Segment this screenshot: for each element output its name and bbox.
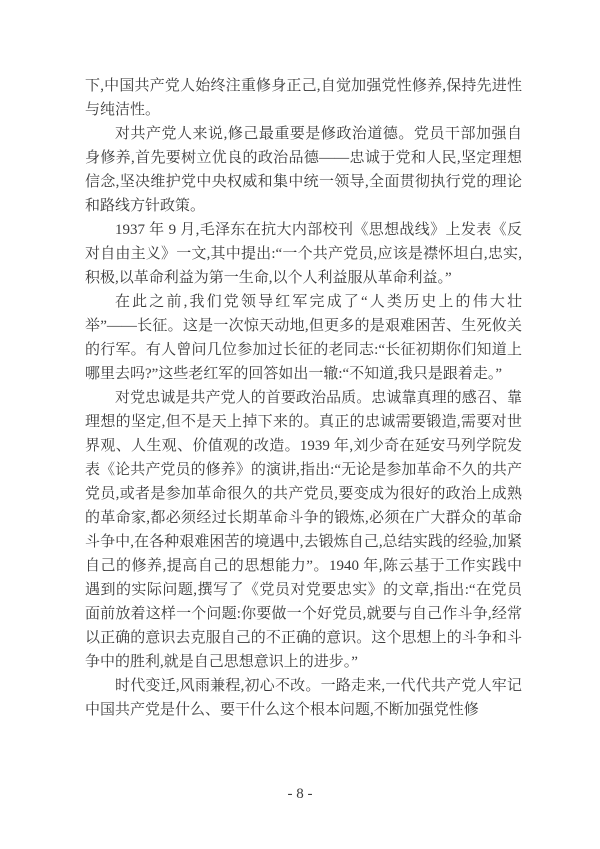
body-text bbox=[85, 74, 522, 722]
paragraph-era-change: 时代变迁,风雨兼程,初心不改。一路走来,一代代共产党人牢记中国共产党是什么、要干什么这个根本问题,不断加强党性修 bbox=[85, 678, 522, 718]
page-footer bbox=[0, 786, 600, 803]
paragraph-long-march: 在此之前,我们党领导红军完成了“人类历史上的伟大壮举”——长征。这是一次惊天动地,但更多的是艰难困苦、生死攸关的行军。有人曾问几位参加过长征的老同志:“长征初期你们知道上哪里去吗?”这些老红军的回答如出一辙:“不知道,我只是跟着走。” bbox=[85, 294, 522, 382]
paragraph-1937-mao: 1937 年 9 月,毛泽东在抗大内部校刊《思想战线》上发表《反对自由主义》一文,其中提出:“一个共产党员,应该是襟怀坦白,忠实,积极,以革命利益为第一生命,以个人利益服从革命利益。” bbox=[85, 222, 522, 286]
paragraph-continuation: 下,中国共产党人始终注重修身正己,自觉加强党性修养,保持先进性与纯洁性。 bbox=[85, 78, 522, 118]
paragraph-political-morality: 对共产党人来说,修己最重要是修政治道德。党员干部加强自身修养,首先要树立优良的政治品德——忠诚于党和人民,坚定理想信念,坚决维护党中央权威和集中统一领导,全面贯彻执行党的理论和路线方针政策。 bbox=[85, 126, 522, 214]
page-number: - 8 - bbox=[287, 786, 313, 802]
paragraph-loyalty: 对党忠诚是共产党人的首要政治品质。忠诚靠真理的感召、靠理想的坚定,但不是天上掉下来的。真正的忠诚需要锻造,需要对世界观、人生观、价值观的改造。1939 年,刘少奇在延安马列学院发表《论共产党员的修养》的演讲,指出:“无论是参加革命不久的共产党员,或者是参加革命很久的共产党员,要变成为很好的政治上成熟的革命家,都必须经过长期革命斗争的锻炼,必须在广大群众的革命斗争中,在各种艰难困苦的境遇中,去锻炼自己,总结实践的经验,加紧自己的修养,提高自己的思想能力”。1940 年,陈云基于工作实践中遇到的实际问题,撰写了《党员对党要忠实》的文章,指出:“在党员面前放着这样一个问题:你要做一个好党员,就要与自己作斗争,经常以正确的意识去克服自己的不正确的意识。这个思想上的斗争和斗争中的胜利,就是自己思想意识上的进步。” bbox=[85, 390, 522, 670]
